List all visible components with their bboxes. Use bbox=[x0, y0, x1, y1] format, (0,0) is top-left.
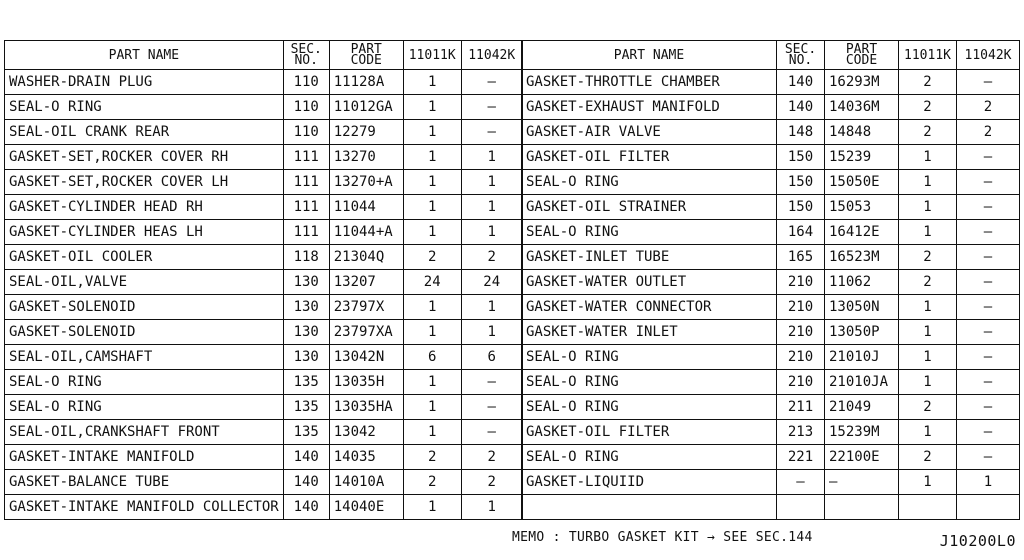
sec-no-cell: 210 bbox=[777, 370, 825, 395]
part-name-cell: GASKET-SOLENOID bbox=[5, 320, 284, 345]
sec-no-cell: 210 bbox=[777, 295, 825, 320]
table-row bbox=[522, 370, 1020, 395]
part-code-cell: 13042 bbox=[329, 420, 403, 445]
qty-11042k-cell: – bbox=[461, 70, 522, 95]
memo-note: MEMO : TURBO GASKET KIT → SEE SEC.144 bbox=[512, 530, 813, 545]
qty-11011k-cell: 1 bbox=[899, 220, 957, 245]
part-name-cell: GASKET-INTAKE MANIFOLD bbox=[5, 445, 284, 470]
part-name-cell: SEAL-O RING bbox=[5, 95, 284, 120]
part-code-cell: 13050P bbox=[825, 320, 899, 345]
qty-11011k-cell: 1 bbox=[899, 320, 957, 345]
qty-11011k-cell: 2 bbox=[899, 70, 957, 95]
sec-no-cell: 110 bbox=[283, 95, 329, 120]
part-name-cell: GASKET-WATER OUTLET bbox=[522, 270, 777, 295]
part-name-cell: SEAL-OIL CRANK REAR bbox=[5, 120, 284, 145]
part-code-cell: 15239 bbox=[825, 145, 899, 170]
header-row bbox=[522, 41, 1020, 70]
sec-no-cell: 130 bbox=[283, 320, 329, 345]
part-name-cell: SEAL-O RING bbox=[522, 220, 777, 245]
qty-11011k-cell: 24 bbox=[403, 270, 461, 295]
part-code-cell: 13035H bbox=[329, 370, 403, 395]
part-code-cell: 21304Q bbox=[329, 245, 403, 270]
sec-no-cell: 135 bbox=[283, 420, 329, 445]
sec-no-cell: 130 bbox=[283, 270, 329, 295]
part-name-cell: GASKET-BALANCE TUBE bbox=[5, 470, 284, 495]
qty-11042k-cell: 6 bbox=[461, 345, 522, 370]
part-code-cell: – bbox=[825, 470, 899, 495]
sec-no-cell: 140 bbox=[283, 445, 329, 470]
qty-11042k-cell: – bbox=[461, 420, 522, 445]
sec-no-cell: 150 bbox=[777, 195, 825, 220]
part-code-cell: 14010A bbox=[329, 470, 403, 495]
part-code-cell: 13207 bbox=[329, 270, 403, 295]
qty-11042k-cell bbox=[957, 495, 1020, 520]
part-name-cell: GASKET-INTAKE MANIFOLD COLLECTOR bbox=[5, 495, 284, 520]
qty-11042k-cell: 24 bbox=[461, 270, 522, 295]
part-name-cell: GASKET-OIL COOLER bbox=[5, 245, 284, 270]
sec-no-cell: 140 bbox=[777, 95, 825, 120]
table-row bbox=[522, 395, 1020, 420]
part-code-cell: 13042N bbox=[329, 345, 403, 370]
part-code-cell: 13270 bbox=[329, 145, 403, 170]
qty-11042k-cell: – bbox=[461, 395, 522, 420]
sec-no-cell: 140 bbox=[283, 470, 329, 495]
sec-no-cell: 111 bbox=[283, 170, 329, 195]
qty-11042k-cell: – bbox=[957, 420, 1020, 445]
qty-11011k-cell: 1 bbox=[403, 295, 461, 320]
table-row bbox=[522, 295, 1020, 320]
part-code-cell: 16412E bbox=[825, 220, 899, 245]
qty-11042k-cell: – bbox=[957, 195, 1020, 220]
table-row bbox=[522, 95, 1020, 120]
header-part-code bbox=[825, 41, 899, 70]
qty-11011k-cell: 1 bbox=[899, 170, 957, 195]
part-code-cell: 23797X bbox=[329, 295, 403, 320]
table-row bbox=[5, 445, 523, 470]
qty-11042k-cell: 1 bbox=[461, 295, 522, 320]
sec-no-cell: 210 bbox=[777, 270, 825, 295]
header-part-code-line1: PART bbox=[350, 42, 382, 57]
table-row bbox=[522, 120, 1020, 145]
qty-11011k-cell: 1 bbox=[403, 370, 461, 395]
part-code-cell: 14040E bbox=[329, 495, 403, 520]
part-code-cell: 23797XA bbox=[329, 320, 403, 345]
qty-11042k-cell: 2 bbox=[461, 245, 522, 270]
part-name-cell bbox=[522, 495, 777, 520]
qty-11042k-cell: – bbox=[461, 370, 522, 395]
qty-11042k-cell: – bbox=[957, 320, 1020, 345]
table-row bbox=[5, 95, 523, 120]
part-code-cell bbox=[825, 495, 899, 520]
table-row bbox=[522, 445, 1020, 470]
qty-11042k-cell: – bbox=[957, 370, 1020, 395]
table-row bbox=[522, 170, 1020, 195]
sec-no-cell: – bbox=[777, 470, 825, 495]
header-sec-no-line1: SEC. bbox=[290, 42, 322, 57]
qty-11042k-cell: – bbox=[957, 70, 1020, 95]
qty-11011k-cell: 1 bbox=[403, 495, 461, 520]
header-part-name: PART NAME bbox=[522, 41, 777, 70]
qty-11011k-cell: 1 bbox=[403, 395, 461, 420]
qty-11011k-cell: 6 bbox=[403, 345, 461, 370]
header-sec-no bbox=[283, 41, 329, 70]
parts-table-right bbox=[521, 40, 1020, 520]
qty-11042k-cell: 1 bbox=[461, 195, 522, 220]
header-sec-no-line1: SEC. bbox=[784, 42, 817, 57]
part-code-cell: 15053 bbox=[825, 195, 899, 220]
part-name-cell: GASKET-EXHAUST MANIFOLD bbox=[522, 95, 777, 120]
qty-11042k-cell: 1 bbox=[461, 320, 522, 345]
part-name-cell: SEAL-OIL,CAMSHAFT bbox=[5, 345, 284, 370]
header-part-code-line1: PART bbox=[845, 42, 878, 57]
sec-no-cell: 150 bbox=[777, 170, 825, 195]
table-row bbox=[5, 220, 523, 245]
part-name-cell: GASKET-AIR VALVE bbox=[522, 120, 777, 145]
qty-11042k-cell: 1 bbox=[461, 495, 522, 520]
header-11011k: 11011K bbox=[403, 41, 461, 70]
part-name-cell: SEAL-O RING bbox=[522, 445, 777, 470]
header-11042k: 11042K bbox=[957, 41, 1020, 70]
part-name-cell: GASKET-SET,ROCKER COVER RH bbox=[5, 145, 284, 170]
qty-11011k-cell: 2 bbox=[403, 445, 461, 470]
part-code-cell: 13035HA bbox=[329, 395, 403, 420]
qty-11042k-cell: – bbox=[957, 270, 1020, 295]
sec-no-cell: 135 bbox=[283, 370, 329, 395]
table-row bbox=[5, 195, 523, 220]
qty-11011k-cell: 1 bbox=[403, 95, 461, 120]
table-row bbox=[522, 245, 1020, 270]
table-row bbox=[5, 495, 523, 520]
part-code-cell: 16523M bbox=[825, 245, 899, 270]
header-part-name: PART NAME bbox=[5, 41, 284, 70]
qty-11042k-cell: – bbox=[957, 345, 1020, 370]
table-row bbox=[522, 270, 1020, 295]
part-name-cell: WASHER-DRAIN PLUG bbox=[5, 70, 284, 95]
header-row bbox=[5, 41, 523, 70]
table-row bbox=[5, 370, 523, 395]
parts-table-right-body bbox=[522, 70, 1020, 520]
table-row bbox=[5, 270, 523, 295]
table-row bbox=[522, 470, 1020, 495]
table-row bbox=[522, 420, 1020, 445]
sec-no-cell bbox=[777, 495, 825, 520]
table-row bbox=[522, 495, 1020, 520]
qty-11011k-cell: 2 bbox=[899, 445, 957, 470]
qty-11011k-cell: 1 bbox=[899, 295, 957, 320]
qty-11011k-cell: 1 bbox=[403, 420, 461, 445]
header-part-code-line2: CODE bbox=[350, 53, 382, 68]
header-part-code bbox=[329, 41, 403, 70]
part-name-cell: GASKET-INLET TUBE bbox=[522, 245, 777, 270]
sec-no-cell: 210 bbox=[777, 345, 825, 370]
part-code-cell: 11044 bbox=[329, 195, 403, 220]
part-name-cell: GASKET-LIQUIID bbox=[522, 470, 777, 495]
part-code-cell: 21049 bbox=[825, 395, 899, 420]
qty-11011k-cell: 1 bbox=[403, 120, 461, 145]
qty-11042k-cell: 1 bbox=[957, 470, 1020, 495]
table-row bbox=[5, 145, 523, 170]
qty-11042k-cell: – bbox=[957, 170, 1020, 195]
drawing-code: J10200L0 bbox=[939, 532, 1016, 550]
sec-no-cell: 118 bbox=[283, 245, 329, 270]
part-code-cell: 13050N bbox=[825, 295, 899, 320]
part-code-cell: 11128A bbox=[329, 70, 403, 95]
qty-11011k-cell: 2 bbox=[899, 270, 957, 295]
qty-11042k-cell: – bbox=[461, 95, 522, 120]
part-code-cell: 14036M bbox=[825, 95, 899, 120]
part-code-cell: 16293M bbox=[825, 70, 899, 95]
header-part-code-line2: CODE bbox=[845, 53, 878, 68]
qty-11011k-cell: 1 bbox=[899, 145, 957, 170]
table-row bbox=[5, 345, 523, 370]
sec-no-cell: 164 bbox=[777, 220, 825, 245]
part-name-cell: GASKET-OIL STRAINER bbox=[522, 195, 777, 220]
table-row bbox=[522, 195, 1020, 220]
table-row bbox=[5, 420, 523, 445]
part-code-cell: 13270+A bbox=[329, 170, 403, 195]
sec-no-cell: 111 bbox=[283, 195, 329, 220]
part-name-cell: SEAL-O RING bbox=[5, 370, 284, 395]
part-code-cell: 15050E bbox=[825, 170, 899, 195]
header-11042k: 11042K bbox=[461, 41, 522, 70]
qty-11011k-cell: 1 bbox=[899, 370, 957, 395]
qty-11011k-cell: 2 bbox=[899, 395, 957, 420]
parts-table-left-body bbox=[5, 70, 523, 520]
qty-11011k-cell: 1 bbox=[899, 195, 957, 220]
part-code-cell: 11062 bbox=[825, 270, 899, 295]
table-row bbox=[522, 145, 1020, 170]
part-name-cell: SEAL-O RING bbox=[522, 345, 777, 370]
qty-11011k-cell: 1 bbox=[403, 170, 461, 195]
part-code-cell: 21010J bbox=[825, 345, 899, 370]
table-row bbox=[5, 320, 523, 345]
qty-11042k-cell: 1 bbox=[461, 170, 522, 195]
part-name-cell: SEAL-OIL,VALVE bbox=[5, 270, 284, 295]
part-code-cell: 14035 bbox=[329, 445, 403, 470]
part-name-cell: GASKET-CYLINDER HEAD RH bbox=[5, 195, 284, 220]
part-code-cell: 11044+A bbox=[329, 220, 403, 245]
sec-no-cell: 110 bbox=[283, 120, 329, 145]
part-code-cell: 14848 bbox=[825, 120, 899, 145]
table-row bbox=[522, 220, 1020, 245]
qty-11042k-cell: – bbox=[957, 295, 1020, 320]
part-code-cell: 11012GA bbox=[329, 95, 403, 120]
qty-11042k-cell: 2 bbox=[957, 120, 1020, 145]
sec-no-cell: 165 bbox=[777, 245, 825, 270]
header-sec-no bbox=[777, 41, 825, 70]
part-code-cell: 21010JA bbox=[825, 370, 899, 395]
qty-11011k-cell: 2 bbox=[899, 245, 957, 270]
table-row bbox=[5, 170, 523, 195]
part-name-cell: GASKET-WATER INLET bbox=[522, 320, 777, 345]
part-code-cell: 22100E bbox=[825, 445, 899, 470]
qty-11042k-cell: 2 bbox=[461, 445, 522, 470]
sec-no-cell: 213 bbox=[777, 420, 825, 445]
part-name-cell: GASKET-OIL FILTER bbox=[522, 145, 777, 170]
qty-11011k-cell bbox=[899, 495, 957, 520]
table-row bbox=[5, 395, 523, 420]
qty-11011k-cell: 1 bbox=[403, 220, 461, 245]
part-name-cell: SEAL-OIL,CRANKSHAFT FRONT bbox=[5, 420, 284, 445]
sec-no-cell: 148 bbox=[777, 120, 825, 145]
part-name-cell: GASKET-WATER CONNECTOR bbox=[522, 295, 777, 320]
qty-11011k-cell: 2 bbox=[403, 470, 461, 495]
table-row bbox=[522, 320, 1020, 345]
part-name-cell: SEAL-O RING bbox=[522, 170, 777, 195]
qty-11011k-cell: 2 bbox=[899, 95, 957, 120]
qty-11011k-cell: 1 bbox=[899, 345, 957, 370]
part-name-cell: GASKET-CYLINDER HEAS LH bbox=[5, 220, 284, 245]
table-row bbox=[5, 245, 523, 270]
part-name-cell: SEAL-O RING bbox=[522, 395, 777, 420]
qty-11042k-cell: – bbox=[957, 445, 1020, 470]
part-name-cell: GASKET-SET,ROCKER COVER LH bbox=[5, 170, 284, 195]
part-name-cell: GASKET-OIL FILTER bbox=[522, 420, 777, 445]
table-row bbox=[5, 70, 523, 95]
qty-11042k-cell: – bbox=[461, 120, 522, 145]
part-code-cell: 15239M bbox=[825, 420, 899, 445]
part-name-cell: SEAL-O RING bbox=[5, 395, 284, 420]
qty-11011k-cell: 1 bbox=[899, 420, 957, 445]
table-row bbox=[522, 345, 1020, 370]
qty-11042k-cell: 1 bbox=[461, 220, 522, 245]
sec-no-cell: 110 bbox=[283, 70, 329, 95]
sec-no-cell: 140 bbox=[283, 495, 329, 520]
sec-no-cell: 210 bbox=[777, 320, 825, 345]
qty-11011k-cell: 1 bbox=[403, 320, 461, 345]
qty-11011k-cell: 1 bbox=[403, 195, 461, 220]
sec-no-cell: 150 bbox=[777, 145, 825, 170]
qty-11042k-cell: – bbox=[957, 145, 1020, 170]
sec-no-cell: 135 bbox=[283, 395, 329, 420]
qty-11011k-cell: 1 bbox=[403, 70, 461, 95]
header-sec-no-line2: NO. bbox=[788, 53, 813, 68]
part-name-cell: SEAL-O RING bbox=[522, 370, 777, 395]
qty-11011k-cell: 2 bbox=[899, 120, 957, 145]
table-row bbox=[5, 120, 523, 145]
sec-no-cell: 130 bbox=[283, 295, 329, 320]
qty-11042k-cell: 1 bbox=[461, 145, 522, 170]
sec-no-cell: 221 bbox=[777, 445, 825, 470]
part-name-cell: GASKET-THROTTLE CHAMBER bbox=[522, 70, 777, 95]
sec-no-cell: 111 bbox=[283, 145, 329, 170]
qty-11042k-cell: – bbox=[957, 220, 1020, 245]
sec-no-cell: 211 bbox=[777, 395, 825, 420]
qty-11011k-cell: 1 bbox=[899, 470, 957, 495]
parts-table-left bbox=[4, 40, 523, 520]
part-code-cell: 12279 bbox=[329, 120, 403, 145]
sec-no-cell: 130 bbox=[283, 345, 329, 370]
header-11011k: 11011K bbox=[899, 41, 957, 70]
sec-no-cell: 140 bbox=[777, 70, 825, 95]
sec-no-cell: 111 bbox=[283, 220, 329, 245]
table-row bbox=[522, 70, 1020, 95]
qty-11042k-cell: 2 bbox=[957, 95, 1020, 120]
header-sec-no-line2: NO. bbox=[294, 53, 318, 68]
table-row bbox=[5, 470, 523, 495]
qty-11042k-cell: 2 bbox=[461, 470, 522, 495]
qty-11011k-cell: 2 bbox=[403, 245, 461, 270]
qty-11011k-cell: 1 bbox=[403, 145, 461, 170]
part-name-cell: GASKET-SOLENOID bbox=[5, 295, 284, 320]
qty-11042k-cell: – bbox=[957, 245, 1020, 270]
table-row bbox=[5, 295, 523, 320]
qty-11042k-cell: – bbox=[957, 395, 1020, 420]
